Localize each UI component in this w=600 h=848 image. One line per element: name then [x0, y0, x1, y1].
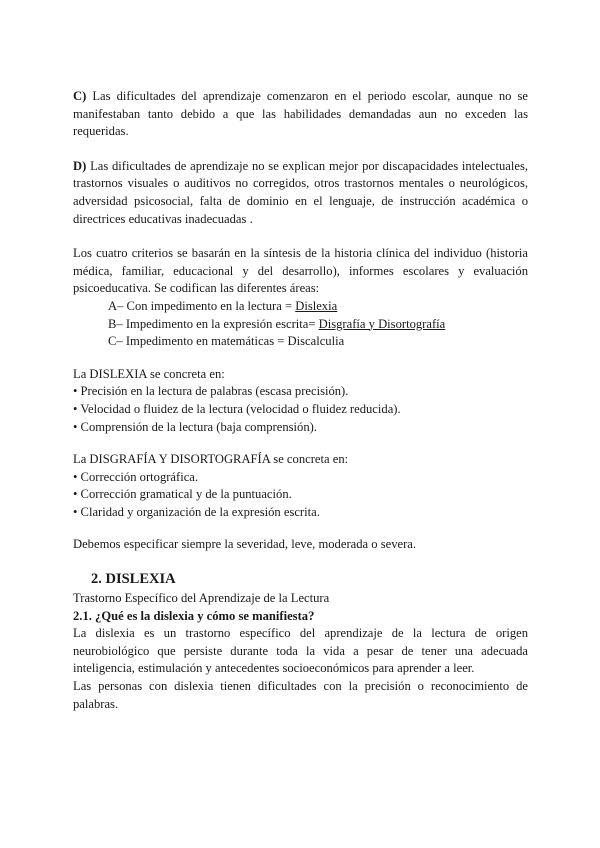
area-b-term: Disgrafía y Disortografía	[318, 316, 446, 331]
criterion-c-text: Las dificultades del aprendizaje comenzaron en el periodo escolar, aunque no se manifestaban tanto debido a que las habilidades demandadas aun no exceden las requeridas.	[73, 89, 528, 139]
section-subheading: 2.1. ¿Qué es la dislexia y cómo se manifiesta?	[73, 608, 315, 623]
criterion-d-paragraph	[73, 158, 528, 228]
area-a-prefix: A– Con impedimento en la lectura =	[108, 298, 296, 313]
disgrafia-item: • Corrección ortográfica.	[73, 469, 199, 484]
criterion-d-text: Las dificultades de aprendizaje no se explican mejor por discapacidades intelectuales, trastornos visuales o auditivos no corregidos, otros trastornos mentales o neurológicos, adversidad psicosocial, falta de dominio en el lenguaje, de instrucción académica o directrices educativas inadecuadas .	[73, 158, 528, 226]
area-c	[73, 333, 528, 351]
criteria-paragraph: Los cuatro criterios se basarán en la síntesis de la historia clínica del individuo (historia médica, familiar, educacional y del desarrollo), informes escolares y evaluación psicoeducativa. Se codifican las diferentes áreas:	[73, 246, 528, 296]
criterion-d-label: D)	[73, 158, 87, 173]
disgrafia-item: • Corrección gramatical y de la puntuación.	[73, 487, 292, 502]
document-page	[73, 88, 528, 713]
chapter-subtitle: Trastorno Específico del Aprendizaje de la Lectura	[73, 591, 330, 606]
criterion-c-paragraph	[73, 88, 528, 141]
body-paragraph: Las personas con dislexia tienen dificultades con la precisión o reconocimiento de palabras.	[73, 679, 528, 711]
area-c-prefix: C– Impedimento en matemáticas = Discalculia	[108, 334, 345, 349]
dislexia-item: • Comprensión de la lectura (baja comprensión).	[73, 419, 317, 434]
disgrafia-item: • Claridad y organización de la expresión escrita.	[73, 504, 320, 519]
area-a	[73, 298, 528, 316]
body-paragraph: La dislexia es un trastorno específico del aprendizaje de la lectura de origen neurobiológico que persiste durante toda la vida a pesar de tener una adecuada inteligencia, estimulación y antecedentes socioeconómicos para aprender a leer.	[73, 626, 528, 676]
dislexia-item: • Precisión en la lectura de palabras (escasa precisión).	[73, 384, 349, 399]
chapter-heading: 2. DISLEXIA	[91, 571, 176, 588]
dislexia-item: • Velocidad o fluidez de la lectura (velocidad o fluidez reducida).	[73, 401, 401, 416]
severity-paragraph: Debemos especificar siempre la severidad, leve, moderada o severa.	[73, 537, 417, 552]
area-b-prefix: B– Impedimento en la expresión escrita=	[108, 316, 319, 331]
disgrafia-intro: La DISGRAFÍA Y DISORTOGRAFÍA se concreta en:	[73, 452, 349, 467]
dislexia-intro: La DISLEXIA se concreta en:	[73, 366, 225, 381]
area-a-term: Dislexia	[295, 298, 338, 313]
criterion-c-label: C)	[73, 89, 87, 103]
area-b	[73, 316, 528, 334]
